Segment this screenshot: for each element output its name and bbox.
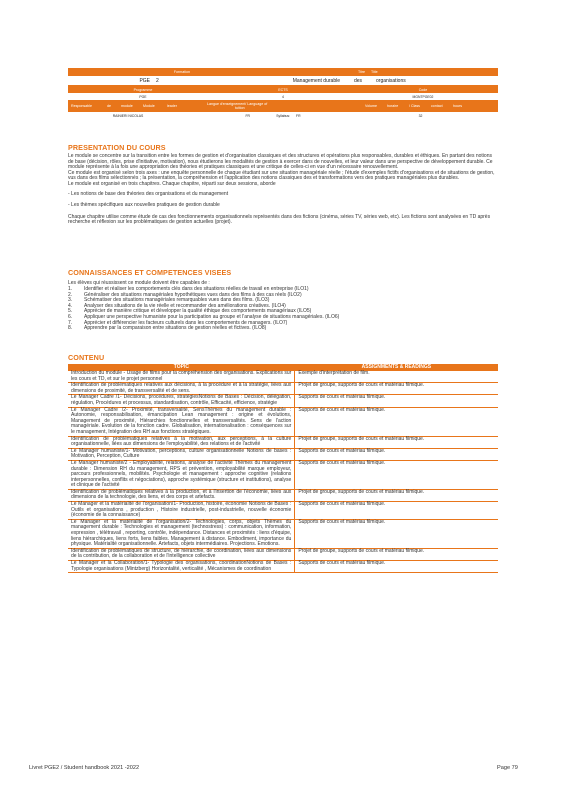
- presentation-paragraph: - Les thèmes spécifiques aux nouvelles pratiques de gestion durable: [68, 202, 220, 209]
- topic-header: TOPIC: [68, 364, 295, 371]
- assignments-cell: Supports de cours et matériau filmique.: [295, 561, 498, 573]
- contact-label: contact: [431, 104, 443, 108]
- topic-cell: Identification de problématiques relatives à la motivation, aux perceptions, à la culture organisationnelle, liées aux dimensions de l'employabilité, des relations et de l'activité: [68, 436, 295, 448]
- topic-cell: Identification de problématiques relatives à la production, et à l'insertion de l'économie, liées aux dimensions de la technologie, des liens, et des corps et artefacts.: [68, 489, 295, 501]
- list-item: 6. Appliquer une perspective humaniste pour la participation au groupe et l'analyse de situations managériales. (ILO6): [68, 313, 340, 320]
- table-row: [68, 407, 498, 436]
- header-row-labels: [68, 86, 498, 93]
- list-item: 7. Apprécier et différencier les facteurs culturels dans les comportements de managers. (ILO7): [68, 319, 288, 326]
- module-label: module: [121, 104, 133, 108]
- module2-label: Module: [143, 104, 155, 108]
- presentation-paragraph: Ce module est organisé selon trois axes : une enquête personnelle de chaque étudiant sur une situation managériale réelle ; l'étude d'exemples fictifs d'organisations et de situations de gestion, vus dans des films sélectionnés ; la présentation, la compréhension et l'application des notions classiques des et transformations vers des pratiques managériales plus durables.: [68, 169, 495, 182]
- competences-title: CONNAISSANCES ET COMPETENCES VISEES: [68, 268, 232, 277]
- syllabus-label: Syllabus:: [276, 114, 290, 118]
- language-value: FR: [245, 114, 250, 118]
- presentation-title: PRESENTATION DU COURS: [68, 143, 166, 152]
- course-name-des: des: [353, 77, 363, 84]
- assignments-cell: Supports de cours et matériau filmique.: [295, 460, 498, 489]
- assignments-cell: Supports de cours et matériau filmique.: [295, 448, 498, 460]
- assignments-cell: Projet de groupe, supports de cours et matériau filmique.: [295, 548, 498, 560]
- topic-cell: Le Manager humaniste/1- Motivation, perceptions, culture organisationnelle Notions de bases : Motivation, Perception, Culture: [68, 448, 295, 460]
- topic-cell: Le Manager et la matérialité de l'organisation/2- Technologies, corps, objets Thèmes du management durable : Technologies et management (technostress) : communication, information, expression , télétravail , reporting, contrôle, indépendance. Distances et proximités : liens d'équipe, liens hiérarchiques, liens forts, liens faibles. Management à distance. Embodiment, importance du physique. Matérialité organisationnelle. Artefacts, objets intermédiaires. Projections. Emotions.: [68, 519, 295, 548]
- header-row-responsable-values: [68, 112, 498, 120]
- header-row-values: [68, 93, 498, 100]
- topic-cell: Le Manager et la matérialité de l'organisation/1- Production, histoire, économie Notions de Bases : Outils et organisations , production , Histoire industrielle, post-industrielle, nouvelle économie (économie de la connaissance): [68, 502, 295, 520]
- contenu-title: CONTENU: [68, 353, 105, 362]
- table-row: [68, 502, 498, 520]
- presentation-paragraph: Chaque chapitre utilise comme étude de cas des fonctionnements organisationnels représentés dans des fictions (cinéma, séries TV, séries web, etc). Les fictions sont analysées en TD après recherche et réflexion sur les problématiques de gestion actuelles (projet).: [68, 213, 491, 226]
- program-value: PGE: [139, 77, 150, 84]
- list-item: 1. Identifier et réaliser les comportements clés dans des situations réelles de travail en entreprise (ILO1): [68, 286, 309, 292]
- assignments-cell: Supports de cours et matériau filmique.: [295, 502, 498, 520]
- leader-label: leader: [167, 104, 177, 108]
- table-row: [68, 489, 498, 501]
- ects-value: 4: [282, 94, 284, 99]
- table-row: [68, 448, 498, 460]
- programme-label: Programme: [133, 87, 153, 92]
- topic-cell: Identification de problématiques de structure, de hiérarchie, de coordination, liées aux dimensions de la contribution, de la collaboration et de l'intelligence collective: [68, 548, 295, 560]
- formation-label: Formation: [173, 70, 190, 74]
- competences-list: [68, 287, 498, 332]
- table-row: [68, 561, 498, 573]
- de-label: de: [107, 104, 111, 108]
- syllabus-value: FR: [296, 114, 301, 118]
- topic-cell: Le Manager Cadre /1- Décisions, procédures, stratégiesNotions de Bases : Décision, délégation, régulation, Procédures et processus, standardisation, contrôle, Efficacité, efficience, stratégie: [68, 395, 295, 407]
- table-row: [68, 548, 498, 560]
- code-value: MGNTPGE02: [412, 94, 434, 99]
- course-name-organisations: organisations: [376, 77, 406, 84]
- list-item: 8. Apprendre par la comparaison entre situations de gestion réelles et fictives. (ILO8): [68, 325, 267, 332]
- table-row: [68, 519, 498, 548]
- table-row: [68, 460, 498, 489]
- table-row: [68, 383, 498, 395]
- leader-name: RAINIERI NICOLAS: [112, 114, 144, 118]
- assignments-cell: Supports de cours et matériau filmique.: [295, 519, 498, 548]
- language-label-line1: Langue d'enseignement/ Language of: [207, 101, 268, 106]
- contenu-table: [68, 364, 498, 573]
- programme-value: PGE: [139, 94, 147, 99]
- list-item: 3. Schématiser des situations managériales remarquables vues dans des films. (ILO3): [68, 297, 270, 304]
- class-label: / Class: [409, 104, 420, 108]
- assignments-cell: Projet de groupe, supports de cours et matériau filmique.: [295, 383, 498, 395]
- footer-page-number: Page 79: [497, 765, 518, 771]
- assignments-cell: Exemple d'interprétation de film.: [295, 371, 498, 383]
- competences-intro: Les élèves qui réussissent ce module doivent être capables de :: [68, 280, 210, 286]
- topic-cell: Identification de problématiques relatives aux décisions, à la procédure et à la stratégie, liées aux dimensions de proximité, de transversalité et de sens.: [68, 383, 295, 395]
- horaire-label: horaire: [387, 104, 399, 108]
- header-row-course: [68, 76, 498, 86]
- list-item: 5. Apprécier de manière critique et développer la qualité éthique des comportements managériaux (ILO5): [68, 308, 312, 315]
- assignments-cell: Supports de cours et matériau filmique.: [295, 407, 498, 436]
- assignments-header: ASSIGNMENTS & READINGS: [295, 364, 498, 371]
- assignments-cell: Projet de groupe, supports de cours et matériau filmique.: [295, 436, 498, 448]
- ects-label: ECTS: [278, 87, 288, 92]
- topic-cell: Le Manager humaniste/2 - Employabilité, relations, analyse de l'activité Thèmes du management durable : Dimension RH du management, RPS et prévention, employabilité marque employeur, parcours professionnels, mobilités. Psychologie et management : approche cognitive (relations interpersonnelles, conflits et négociations), approche systémique (structure et institutions), analyse et clinique de l'activité: [68, 460, 295, 489]
- language-label: [204, 102, 304, 111]
- list-item: 4. Analyser des situations de la vie réelle et recommander des améliorations créatives. (ILO4): [68, 302, 286, 309]
- code-label: Code: [418, 87, 428, 92]
- presentation-paragraph: Le module est organisé en trois chapitres. Chaque chapitre, réparti sur deux sessions, aborde: [68, 180, 276, 187]
- topic-cell: Le Manager Cadre /2- Proximité, transversalité, SensThèmes du management durable : Autonomie, responsabilisation, émancipation Lean management : origine et évolutions, Management de proximité, Hiérarchies fonctionnelles et transversalités. Sens de l'action managériale. Evolution de la fonction cadre. Globalisation, internationalisation : conséquences sur le management, Intégration des RH aux fonctions stratégiques.: [68, 407, 295, 436]
- language-label-line2: tuition: [235, 106, 245, 110]
- assignments-cell: Supports de cours et matériau filmique.: [295, 395, 498, 407]
- table-row: [68, 371, 498, 383]
- header-row-formation: [68, 68, 498, 76]
- header-row-responsable: [68, 100, 498, 112]
- footer-handbook-label: Livret PGE2 / Student handbook 2021 -2022: [29, 765, 140, 771]
- title-label: Titre: [357, 70, 365, 74]
- topic-cell: Introduction du module - Usage de films pour la compréhension des organisations. Explications sur les cours et TD, et sur le projet personnel: [68, 371, 295, 383]
- course-header: [68, 68, 498, 120]
- responsable-label: Responsable: [71, 104, 92, 108]
- year-value: 2: [156, 77, 159, 84]
- table-row: [68, 395, 498, 407]
- title-en-label: Title: [371, 70, 378, 74]
- presentation-body: [68, 154, 498, 226]
- presentation-paragraph: - Les notions de base des théories des organisations et du management: [68, 190, 229, 197]
- topic-cell: Le Manager et la Collaboration/1- Typologie des organisations, coordinationNotions de Bases : Typologie organisations (Mintzberg) Horizontalité, verticalité , Mécanismes de coordination: [68, 561, 295, 573]
- hours-label: hours: [453, 104, 462, 108]
- list-item: 2. Généraliser des situations managériales hypothétiques vues dans des films à des cas réels (ILO2): [68, 291, 302, 298]
- volume-label: Volume: [365, 104, 377, 108]
- presentation-paragraph: Le module se concentre sur la transition entre les formes de gestion et d'organisation classiques et des structures et opérations plus responsables, durables et éthiques. En partant des notions de base (décision, rôles, prise d'initiative, motivation), nous étudierons les modalités de gestion à exercer dans de nouvelles, et leur valeur dans une perspective de développement durable. Ce module représente à la fois une appropriation des théories et pratiques classiques et une critique de celles-ci en vue d'un nécessaire renouvellement.: [68, 153, 493, 171]
- assignments-cell: Projet de groupe, supports de cours et matériau filmique.: [295, 489, 498, 501]
- hours-value: 32: [418, 114, 423, 118]
- course-name: Management durable: [292, 77, 340, 84]
- table-row: [68, 436, 498, 448]
